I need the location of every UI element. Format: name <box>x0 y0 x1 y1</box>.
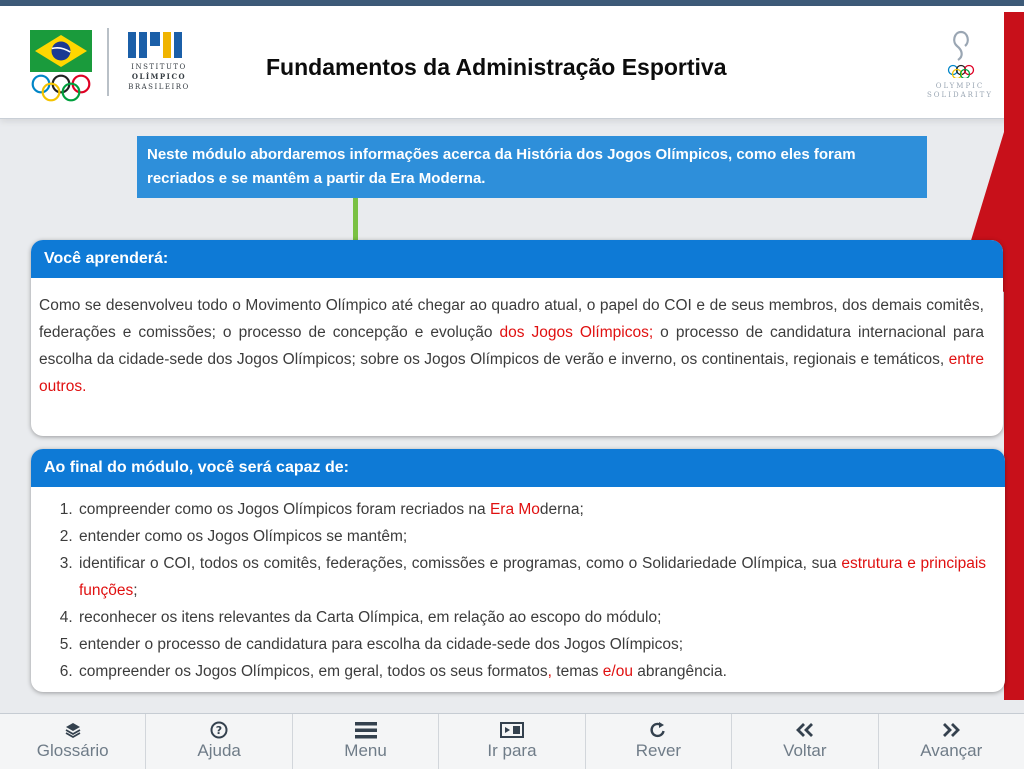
review-button[interactable] <box>586 714 732 769</box>
item-highlight: , <box>547 663 552 680</box>
next-button[interactable] <box>879 714 1024 769</box>
solidarity-line-1: OLYMPIC <box>935 82 985 90</box>
learn-card-title: Você aprenderá: <box>31 240 1003 278</box>
item-highlight: e/ou <box>602 663 633 680</box>
learn-text-1: Como se desenvolveu todo o Movimento Olímpico até chegar ao quadro atual, o papel do COI e de seus membros, dos demais comitês, federações e comissões; o processo de concepção e evolução <box>39 297 984 341</box>
item-highlight: Era Mo <box>489 501 540 518</box>
refresh-icon <box>649 719 667 741</box>
header <box>0 6 1024 119</box>
list-item <box>77 496 986 523</box>
item-text: temas <box>551 663 603 680</box>
item-text: abrangência. <box>632 663 727 680</box>
objectives-card <box>31 449 1005 692</box>
menu-button[interactable] <box>293 714 439 769</box>
menu-icon <box>355 719 377 741</box>
item-text: derna; <box>539 501 584 518</box>
objectives-list <box>31 496 986 685</box>
back-button[interactable] <box>732 714 878 769</box>
item-text: ; <box>133 582 138 599</box>
learn-card <box>31 240 1003 436</box>
olympic-rings-icon <box>30 74 92 102</box>
bottom-nav <box>0 713 1024 769</box>
learn-text-2: o processo de candidatura internacional para escolha da cidade-sede dos Jogos Olímpicos; sobre os Jogos Olímpicos de verão e inverno, os continentais, regionais e temáticos, <box>39 324 984 368</box>
solidarity-line-2: SOLIDARITY <box>927 91 993 99</box>
institute-line-2: OLÍMPICO <box>131 72 187 81</box>
menu-label: Menu <box>344 741 387 760</box>
objectives-card-title: Ao final do módulo, você será capaz de: <box>31 449 1005 487</box>
double-chevron-right-icon <box>940 719 962 741</box>
item-text: identificar o COI, todos os comitês, federações, comissões e programas, como o Solidariedade Olímpica, sua <box>79 555 842 572</box>
back-label: Voltar <box>783 741 827 760</box>
layers-icon <box>64 719 82 741</box>
learn-highlight-1: dos Jogos Olímpicos; <box>499 324 654 341</box>
item-text: compreender os Jogos Olímpicos, em geral, todos os seus formatos <box>79 663 548 680</box>
next-label: Avançar <box>920 741 983 760</box>
institute-line-3: BRASILEIRO <box>128 83 190 91</box>
institute-logo-icon <box>128 30 184 60</box>
list-item: 2. entender como os Jogos Olímpicos se mantêm; <box>77 523 986 550</box>
learn-highlight-2: entre outros. <box>39 351 984 395</box>
intro-box: Neste módulo abordaremos informações acerca da História dos Jogos Olímpicos, como eles foram recriados e se mantêm a partir da Era Moderna. <box>137 136 927 198</box>
header-divider <box>107 28 109 96</box>
list-item <box>77 550 986 604</box>
svg-text:?: ? <box>215 724 223 737</box>
item-highlight: estrutura e principais funções <box>79 555 987 599</box>
double-chevron-left-icon <box>794 719 816 741</box>
page-title: Fundamentos da Administração Esportiva <box>266 54 727 80</box>
help-label: Ajuda <box>197 741 241 760</box>
help-button[interactable] <box>146 714 292 769</box>
help-icon <box>210 719 228 741</box>
review-label: Rever <box>635 741 682 760</box>
brazil-flag-icon <box>30 30 92 72</box>
list-item <box>77 658 986 685</box>
institute-name <box>124 62 194 92</box>
goto-button[interactable] <box>439 714 585 769</box>
institute-line-1: INSTITUTO <box>131 63 187 71</box>
list-item: 5. entender o processo de candidatura para escolha da cidade-sede dos Jogos Olímpicos; <box>77 631 986 658</box>
goto-icon <box>500 719 524 741</box>
item-text: compreender como os Jogos Olímpicos foram recriados na <box>79 501 490 518</box>
learn-card-body <box>31 278 1003 400</box>
goto-label: Ir para <box>487 741 537 760</box>
list-item: 4. reconhecer os itens relevantes da Carta Olímpica, em relação ao escopo do módulo; <box>77 604 986 631</box>
glossary-label: Glossário <box>36 741 109 760</box>
glossary-button[interactable] <box>0 714 146 769</box>
